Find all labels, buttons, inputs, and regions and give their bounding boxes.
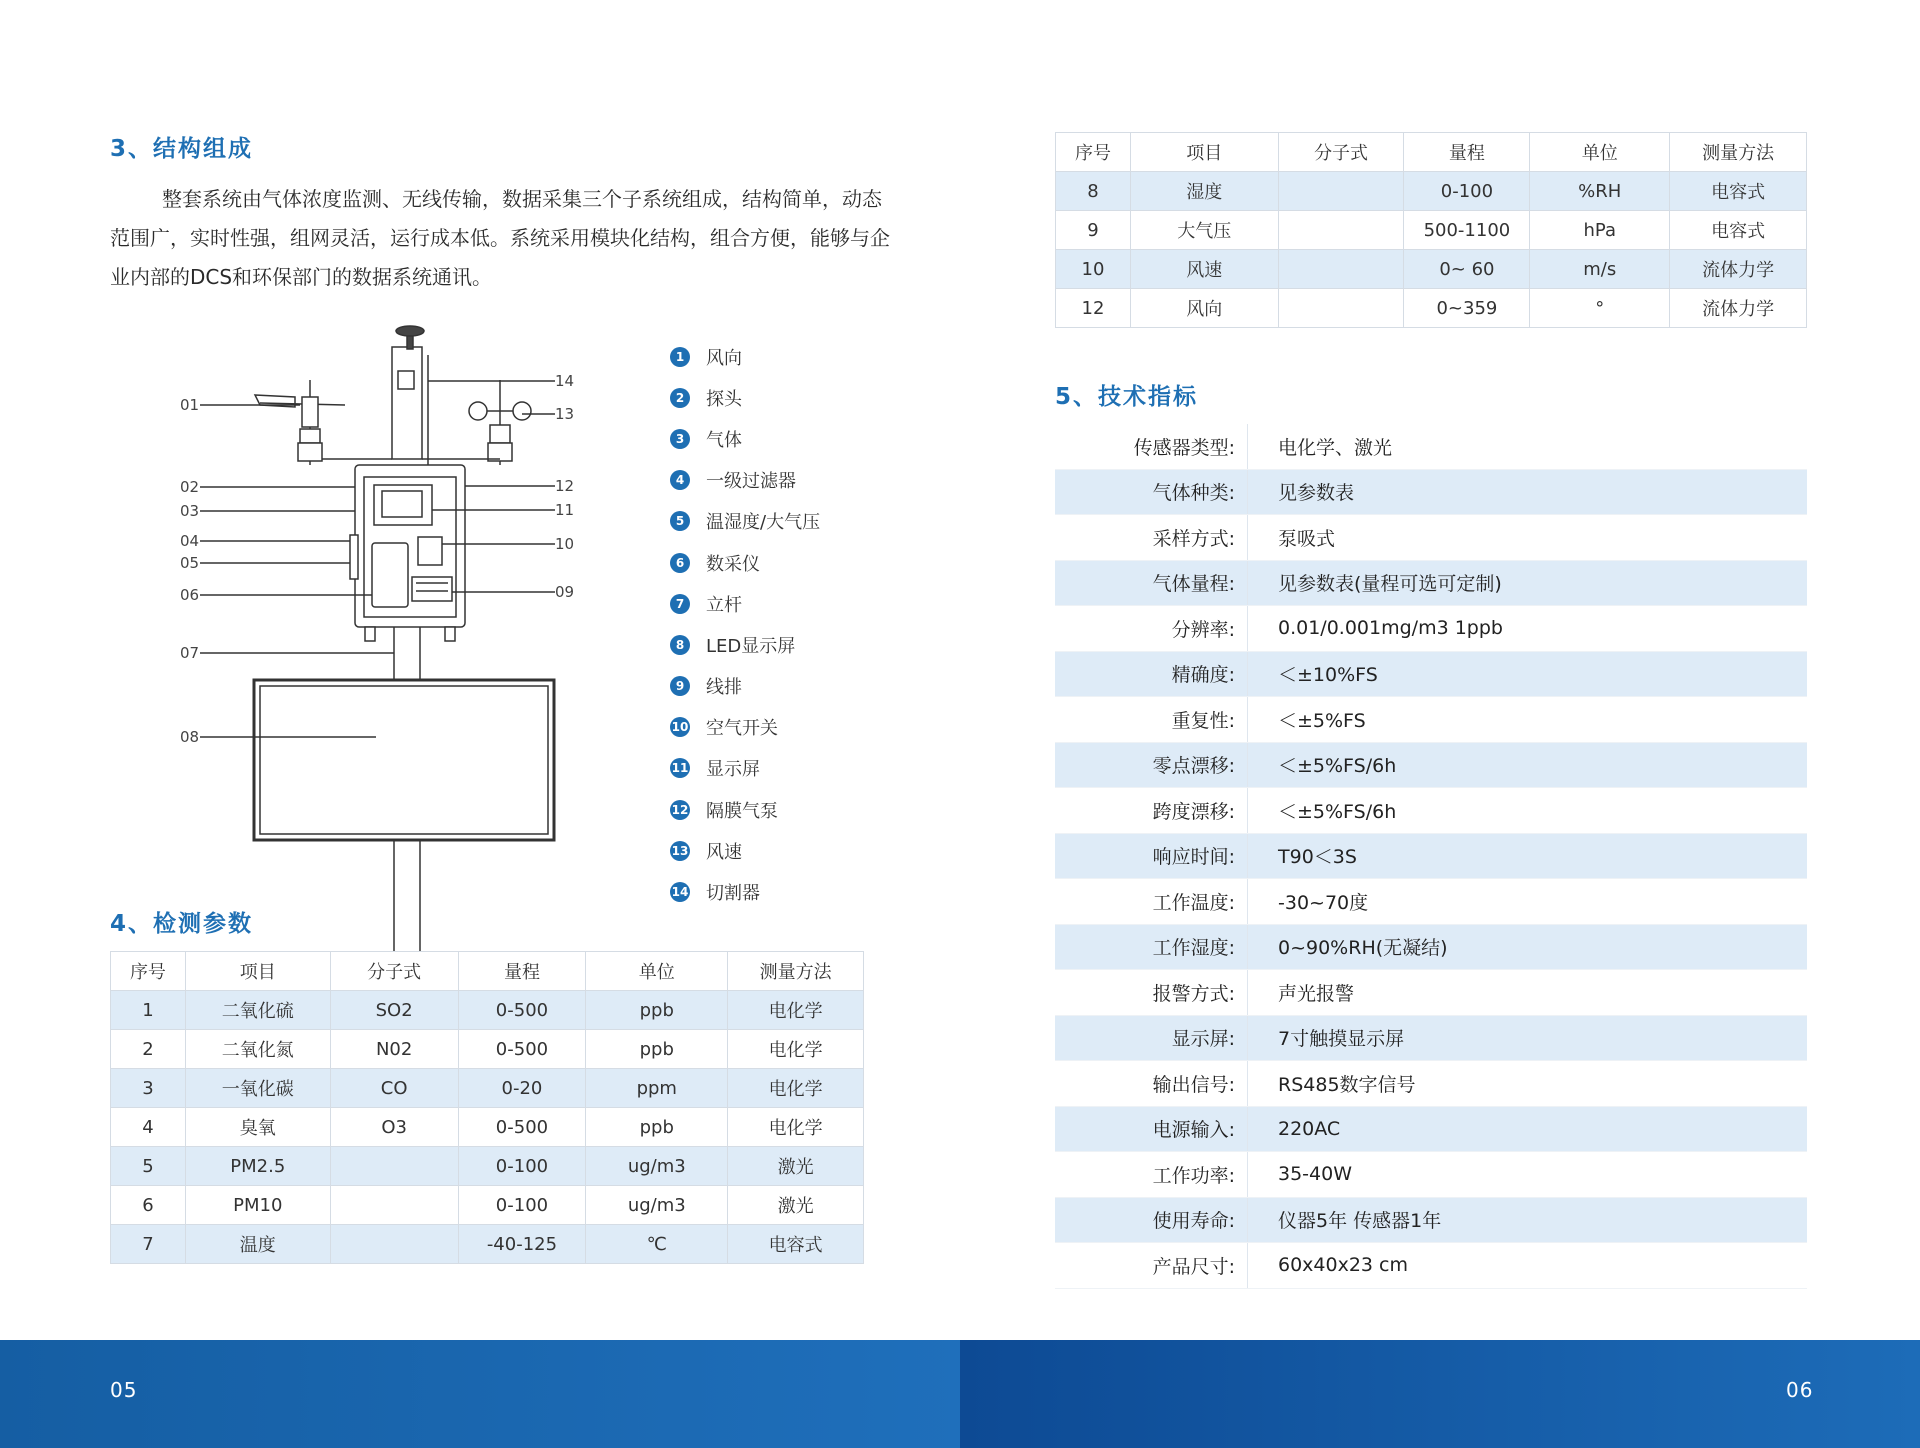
section-4-title: 4、检测参数 bbox=[110, 911, 254, 937]
table-cell: 风向 bbox=[1130, 289, 1278, 328]
spec-value: 7寸触摸显示屏 bbox=[1248, 1015, 1808, 1061]
legend-label: 线排 bbox=[706, 677, 742, 699]
spec-row bbox=[1055, 651, 1807, 697]
legend-item bbox=[670, 583, 820, 624]
spec-row bbox=[1055, 1197, 1807, 1243]
callout-03: 03 bbox=[180, 502, 200, 520]
table-cell: 500-1100 bbox=[1404, 211, 1530, 250]
spec-row bbox=[1055, 1106, 1807, 1152]
table-cell: PM2.5 bbox=[185, 1147, 330, 1186]
legend-label: LED显示屏 bbox=[706, 635, 796, 657]
table-cell: 一氧化碳 bbox=[185, 1069, 330, 1108]
diagram-cutter-column bbox=[392, 347, 422, 459]
legend-number-badge: 3 bbox=[670, 429, 690, 449]
table-cell: 2 bbox=[111, 1030, 186, 1069]
table-cell: N02 bbox=[330, 1030, 458, 1069]
spec-value: 声光报警 bbox=[1248, 970, 1808, 1016]
legend-label: 风向 bbox=[706, 347, 742, 369]
legend-item bbox=[670, 418, 820, 459]
column-header: 量程 bbox=[1404, 133, 1530, 172]
table-cell: 0-100 bbox=[458, 1186, 586, 1225]
footer-band-left bbox=[0, 1340, 960, 1448]
table-cell bbox=[1278, 289, 1404, 328]
legend-item bbox=[670, 624, 820, 665]
diagram-legend bbox=[670, 336, 820, 913]
legend-number-badge: 10 bbox=[670, 717, 690, 737]
spec-value: 电化学、激光 bbox=[1248, 424, 1808, 469]
table-cell: 0-500 bbox=[458, 1108, 586, 1147]
diagram-led-screen bbox=[254, 680, 554, 840]
spec-value: 220AC bbox=[1248, 1106, 1808, 1152]
spec-row bbox=[1055, 1243, 1807, 1289]
section-5-title: 5、技术指标 bbox=[1055, 384, 1199, 410]
params-table-continued bbox=[1055, 132, 1807, 328]
spec-key: 气体量程: bbox=[1055, 560, 1248, 606]
callout-14: 14 bbox=[555, 372, 575, 390]
table-cell: 流体力学 bbox=[1670, 289, 1807, 328]
spec-row bbox=[1055, 697, 1807, 743]
spec-row bbox=[1055, 879, 1807, 925]
table-row bbox=[111, 1225, 864, 1264]
spec-key: 工作温度: bbox=[1055, 879, 1248, 925]
table-cell: 电化学 bbox=[728, 1069, 864, 1108]
legend-item bbox=[670, 830, 820, 871]
table-cell: 8 bbox=[1056, 172, 1131, 211]
legend-label: 隔膜气泵 bbox=[706, 800, 778, 822]
legend-number-badge: 12 bbox=[670, 800, 690, 820]
spec-row bbox=[1055, 924, 1807, 970]
spec-key: 报警方式: bbox=[1055, 970, 1248, 1016]
table-cell: 温度 bbox=[185, 1225, 330, 1264]
spec-value: ＜±10%FS bbox=[1248, 651, 1808, 697]
spec-key: 跨度漂移: bbox=[1055, 788, 1248, 834]
legend-label: 显示屏 bbox=[706, 759, 760, 781]
table-cell: 0~359 bbox=[1404, 289, 1530, 328]
structure-paragraph bbox=[110, 180, 890, 297]
table-cell: ppm bbox=[586, 1069, 728, 1108]
spec-value: 见参数表(量程可选可定制) bbox=[1248, 560, 1808, 606]
spec-value: RS485数字信号 bbox=[1248, 1061, 1808, 1107]
callout-10: 10 bbox=[555, 535, 575, 553]
table-cell bbox=[1278, 211, 1404, 250]
table-cell: 9 bbox=[1056, 211, 1131, 250]
diagram-terminal-strip bbox=[412, 577, 452, 601]
spec-value: ＜±5%FS/6h bbox=[1248, 788, 1808, 834]
table-header-row bbox=[1056, 133, 1807, 172]
table-cell bbox=[330, 1186, 458, 1225]
table-cell: 0~ 60 bbox=[1404, 250, 1530, 289]
legend-number-badge: 2 bbox=[670, 388, 690, 408]
table-cell: 0-20 bbox=[458, 1069, 586, 1108]
spec-value: ＜±5%FS bbox=[1248, 697, 1808, 743]
callout-12: 12 bbox=[555, 477, 575, 495]
spec-key: 工作功率: bbox=[1055, 1152, 1248, 1198]
callout-01: 01 bbox=[180, 396, 200, 414]
table-cell: 6 bbox=[111, 1186, 186, 1225]
table-cell: 臭氧 bbox=[185, 1108, 330, 1147]
spec-key: 分辨率: bbox=[1055, 606, 1248, 652]
spec-row bbox=[1055, 1015, 1807, 1061]
spec-key: 工作湿度: bbox=[1055, 924, 1248, 970]
table-cell: 大气压 bbox=[1130, 211, 1278, 250]
legend-item bbox=[670, 377, 820, 418]
table-cell: 二氧化氮 bbox=[185, 1030, 330, 1069]
page-number-left: 05 bbox=[110, 1378, 138, 1402]
table-cell: 风速 bbox=[1130, 250, 1278, 289]
column-header: 序号 bbox=[111, 952, 186, 991]
table-cell: 4 bbox=[111, 1108, 186, 1147]
legend-label: 气体 bbox=[706, 429, 742, 451]
spec-key: 响应时间: bbox=[1055, 833, 1248, 879]
section-3-title: 3、结构组成 bbox=[110, 136, 254, 162]
tech-specs-table bbox=[1055, 424, 1807, 1289]
table-row bbox=[111, 1147, 864, 1186]
table-cell: 12 bbox=[1056, 289, 1131, 328]
table-cell: 0-500 bbox=[458, 1030, 586, 1069]
legend-number-badge: 13 bbox=[670, 841, 690, 861]
column-header: 单位 bbox=[586, 952, 728, 991]
table-cell: 0-100 bbox=[1404, 172, 1530, 211]
spec-key: 精确度: bbox=[1055, 651, 1248, 697]
legend-number-badge: 4 bbox=[670, 470, 690, 490]
spec-key: 气体种类: bbox=[1055, 469, 1248, 515]
column-header: 项目 bbox=[1130, 133, 1278, 172]
column-header: 测量方法 bbox=[728, 952, 864, 991]
spec-row bbox=[1055, 606, 1807, 652]
spec-row bbox=[1055, 788, 1807, 834]
diagram-air-switch bbox=[418, 537, 442, 565]
table-cell: 电化学 bbox=[728, 991, 864, 1030]
spec-row bbox=[1055, 424, 1807, 469]
table-row bbox=[111, 1186, 864, 1225]
table-row bbox=[1056, 172, 1807, 211]
spec-row bbox=[1055, 469, 1807, 515]
table-cell: ug/m3 bbox=[586, 1186, 728, 1225]
column-header: 分子式 bbox=[330, 952, 458, 991]
page-number-right: 06 bbox=[1786, 1378, 1814, 1402]
table-cell: ° bbox=[1530, 289, 1670, 328]
spec-key: 重复性: bbox=[1055, 697, 1248, 743]
table-cell: 湿度 bbox=[1130, 172, 1278, 211]
table-cell bbox=[1278, 250, 1404, 289]
spec-value: ＜±5%FS/6h bbox=[1248, 742, 1808, 788]
table-cell: 5 bbox=[111, 1147, 186, 1186]
spec-value: -30~70度 bbox=[1248, 879, 1808, 925]
column-header: 量程 bbox=[458, 952, 586, 991]
table-cell: 电容式 bbox=[1670, 172, 1807, 211]
spec-key: 电源输入: bbox=[1055, 1106, 1248, 1152]
footer-band-right bbox=[960, 1340, 1920, 1448]
table-cell: PM10 bbox=[185, 1186, 330, 1225]
callout-02: 02 bbox=[180, 478, 200, 496]
table-row bbox=[111, 1030, 864, 1069]
table-cell: ℃ bbox=[586, 1225, 728, 1264]
spec-row bbox=[1055, 970, 1807, 1016]
table-cell: 二氧化硫 bbox=[185, 991, 330, 1030]
legend-number-badge: 9 bbox=[670, 676, 690, 696]
table-cell: %RH bbox=[1530, 172, 1670, 211]
diagram-data-logger bbox=[372, 543, 408, 607]
column-header: 序号 bbox=[1056, 133, 1131, 172]
table-cell: SO2 bbox=[330, 991, 458, 1030]
spec-key: 零点漂移: bbox=[1055, 742, 1248, 788]
spec-value: 60x40x23 cm bbox=[1248, 1243, 1808, 1289]
legend-label: 一级过滤器 bbox=[706, 471, 796, 493]
legend-item bbox=[670, 336, 820, 377]
structure-diagram bbox=[160, 325, 580, 965]
table-cell: 电化学 bbox=[728, 1108, 864, 1147]
spec-value: T90＜3S bbox=[1248, 833, 1808, 879]
spec-key: 使用寿命: bbox=[1055, 1197, 1248, 1243]
spec-key: 显示屏: bbox=[1055, 1015, 1248, 1061]
legend-item bbox=[670, 542, 820, 583]
spec-value: 35-40W bbox=[1248, 1152, 1808, 1198]
spec-key: 产品尺寸: bbox=[1055, 1243, 1248, 1289]
legend-item bbox=[670, 748, 820, 789]
callout-09: 09 bbox=[555, 583, 575, 601]
legend-item bbox=[670, 501, 820, 542]
table-cell: 电容式 bbox=[728, 1225, 864, 1264]
callout-05: 05 bbox=[180, 554, 200, 572]
table-cell bbox=[330, 1147, 458, 1186]
table-row bbox=[1056, 211, 1807, 250]
legend-label: 空气开关 bbox=[706, 718, 778, 740]
column-header: 测量方法 bbox=[1670, 133, 1807, 172]
table-cell: 0-100 bbox=[458, 1147, 586, 1186]
table-header-row bbox=[111, 952, 864, 991]
legend-item bbox=[670, 666, 820, 707]
legend-number-badge: 5 bbox=[670, 511, 690, 531]
spec-key: 采样方式: bbox=[1055, 515, 1248, 561]
table-cell: ppb bbox=[586, 991, 728, 1030]
legend-number-badge: 14 bbox=[670, 882, 690, 902]
spec-row bbox=[1055, 833, 1807, 879]
legend-item bbox=[670, 789, 820, 830]
spec-row bbox=[1055, 1061, 1807, 1107]
table-row bbox=[1056, 289, 1807, 328]
callout-07: 07 bbox=[180, 644, 200, 662]
callout-08: 08 bbox=[180, 728, 200, 746]
spec-value: 仪器5年 传感器1年 bbox=[1248, 1197, 1808, 1243]
spec-row bbox=[1055, 515, 1807, 561]
table-cell: 流体力学 bbox=[1670, 250, 1807, 289]
spec-value: 0~90%RH(无凝结) bbox=[1248, 924, 1808, 970]
table-cell: ug/m3 bbox=[586, 1147, 728, 1186]
callout-13: 13 bbox=[555, 405, 575, 423]
diagram-antenna-disc bbox=[396, 326, 424, 336]
legend-label: 切割器 bbox=[706, 883, 760, 905]
table-cell: 激光 bbox=[728, 1147, 864, 1186]
spec-row bbox=[1055, 1152, 1807, 1198]
column-header: 分子式 bbox=[1278, 133, 1404, 172]
table-cell bbox=[330, 1225, 458, 1264]
structure-paragraph-text: 整套系统由气体浓度监测、无线传输，数据采集三个子系统组成，结构简单，动态范围广，实时性强，组网灵活，运行成本低。系统采用模块化结构，组合方便，能够与企业内部的DCS和环保部门的数据系统通讯。 bbox=[110, 187, 890, 289]
detection-params-table bbox=[110, 951, 864, 1264]
table-cell bbox=[1278, 172, 1404, 211]
table-cell: ppb bbox=[586, 1108, 728, 1147]
table-row bbox=[111, 991, 864, 1030]
legend-label: 探头 bbox=[706, 388, 742, 410]
legend-label: 温湿度/大气压 bbox=[706, 512, 821, 534]
legend-label: 立杆 bbox=[706, 594, 742, 616]
table-row bbox=[1056, 250, 1807, 289]
table-row bbox=[111, 1108, 864, 1147]
spec-row bbox=[1055, 742, 1807, 788]
legend-number-badge: 11 bbox=[670, 758, 690, 778]
table-cell: ppb bbox=[586, 1030, 728, 1069]
table-cell: 1 bbox=[111, 991, 186, 1030]
table-cell: CO bbox=[330, 1069, 458, 1108]
legend-number-badge: 1 bbox=[670, 347, 690, 367]
table-cell: 3 bbox=[111, 1069, 186, 1108]
legend-label: 风速 bbox=[706, 841, 742, 863]
legend-item bbox=[670, 871, 820, 912]
callout-06: 06 bbox=[180, 586, 200, 604]
table-cell: 0-500 bbox=[458, 991, 586, 1030]
legend-number-badge: 6 bbox=[670, 553, 690, 573]
table-cell: 10 bbox=[1056, 250, 1131, 289]
table-cell: 电容式 bbox=[1670, 211, 1807, 250]
table-cell: m/s bbox=[1530, 250, 1670, 289]
spec-value: 见参数表 bbox=[1248, 469, 1808, 515]
spec-key: 传感器类型: bbox=[1055, 424, 1248, 469]
column-header: 单位 bbox=[1530, 133, 1670, 172]
legend-item bbox=[670, 707, 820, 748]
column-header: 项目 bbox=[185, 952, 330, 991]
table-cell: O3 bbox=[330, 1108, 458, 1147]
legend-label: 数采仪 bbox=[706, 553, 760, 575]
table-cell: 激光 bbox=[728, 1186, 864, 1225]
table-cell: hPa bbox=[1530, 211, 1670, 250]
legend-number-badge: 7 bbox=[670, 594, 690, 614]
spec-key: 输出信号: bbox=[1055, 1061, 1248, 1107]
spec-value: 泵吸式 bbox=[1248, 515, 1808, 561]
spec-row bbox=[1055, 560, 1807, 606]
table-cell: -40-125 bbox=[458, 1225, 586, 1264]
table-cell: 电化学 bbox=[728, 1030, 864, 1069]
callout-04: 04 bbox=[180, 532, 200, 550]
legend-item bbox=[670, 460, 820, 501]
legend-number-badge: 8 bbox=[670, 635, 690, 655]
table-row bbox=[111, 1069, 864, 1108]
callout-11: 11 bbox=[555, 501, 575, 519]
table-cell: 7 bbox=[111, 1225, 186, 1264]
spec-value: 0.01/0.001mg/m3 1ppb bbox=[1248, 606, 1808, 652]
